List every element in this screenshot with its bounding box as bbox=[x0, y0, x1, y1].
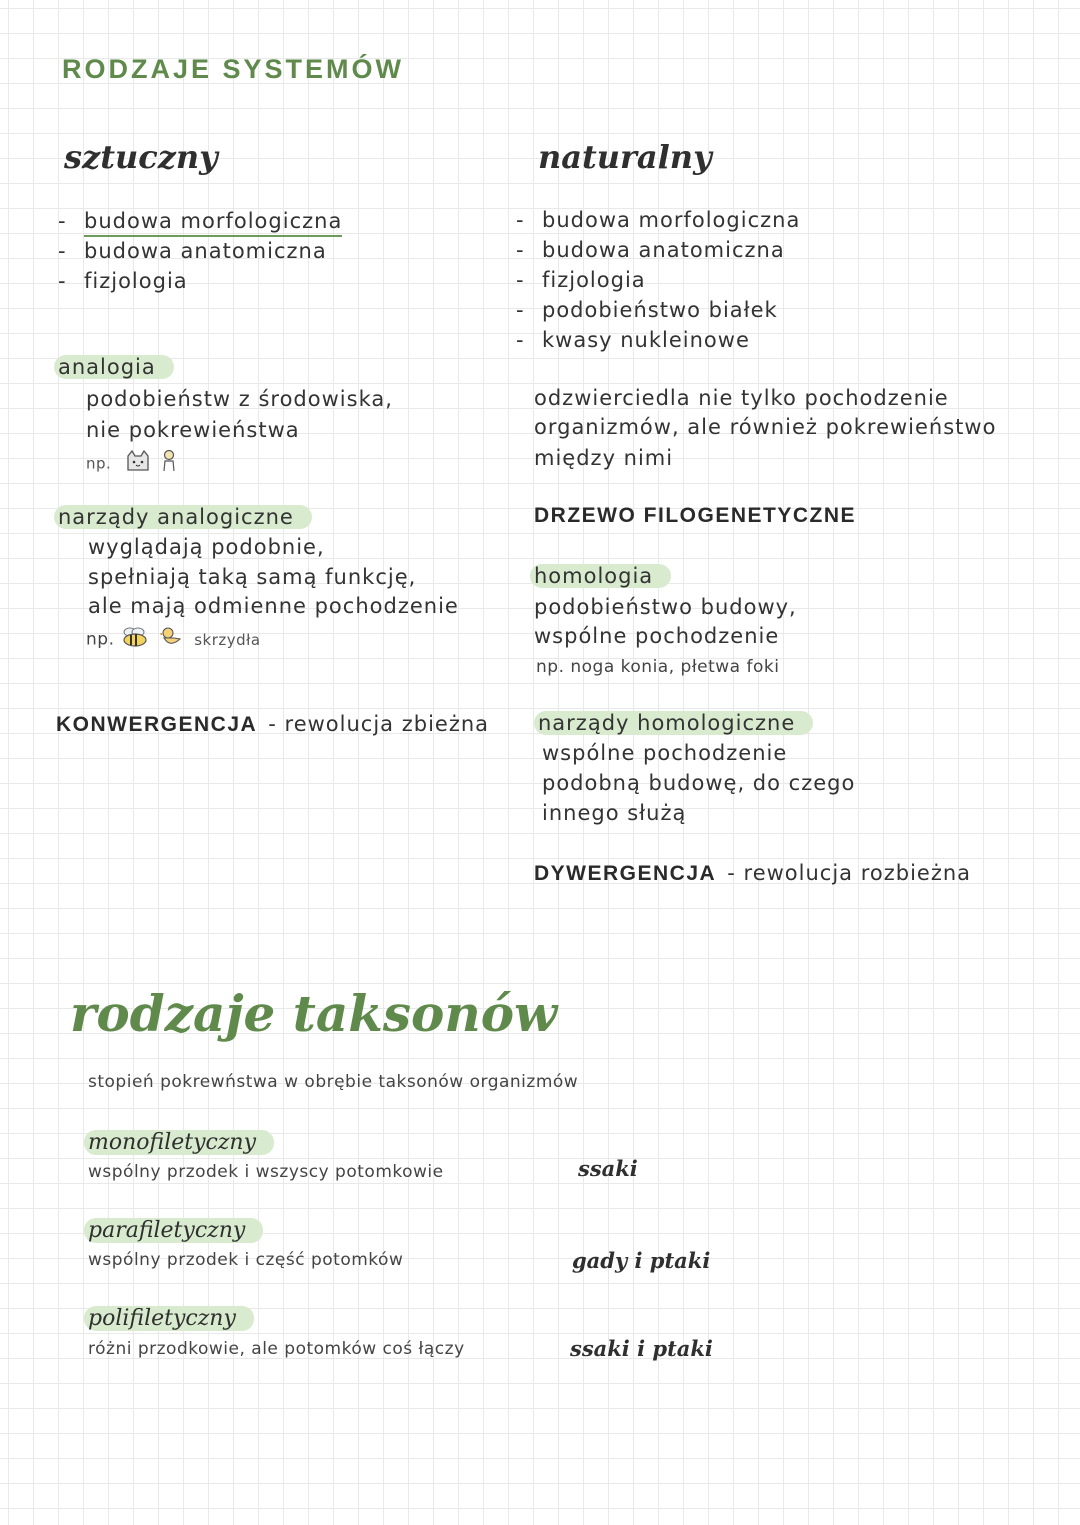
list-item: - kwasy nukleinowe bbox=[516, 328, 750, 352]
polifiletyczny-example: ssaki i ptaki bbox=[570, 1336, 713, 1361]
narzady-homologiczne-line-3: innego służą bbox=[542, 801, 687, 825]
narzady-homologiczne-line-2: podobną budowę, do czego bbox=[542, 771, 856, 795]
analogia-line-1: podobieństw z środowiska, bbox=[86, 387, 393, 411]
narzady-analogiczne-line-1: wyglądają podobnie, bbox=[88, 535, 325, 559]
homologia-line-2: wspólne pochodzenie bbox=[534, 624, 780, 648]
left-heading: sztuczny bbox=[64, 138, 218, 176]
bird-icon bbox=[160, 626, 184, 653]
bee-icon bbox=[120, 627, 150, 652]
drzewo-filogenetyczne: DRZEWO FILOGENETYCZNE bbox=[534, 504, 856, 527]
analogia-line-2: nie pokrewieństwa bbox=[86, 418, 300, 442]
narzady-analogiczne-example: np. skrzydła bbox=[86, 626, 261, 653]
konwergencja: KONWERGENCJA - rewolucja zbieżna bbox=[56, 712, 490, 736]
cat-icon bbox=[125, 450, 151, 477]
homologia-example: np. noga konia, płetwa foki bbox=[536, 657, 780, 677]
right-criteria-list bbox=[516, 205, 800, 355]
homologia-line-1: podobieństwo budowy, bbox=[534, 595, 797, 619]
narzady-analogiczne-line-3: ale mają odmienne pochodzenie bbox=[88, 594, 459, 618]
analogia-term: analogia bbox=[54, 355, 174, 379]
narzady-analogiczne-term: narządy analogiczne bbox=[54, 505, 312, 529]
naturalny-description-line-3: między nimi bbox=[534, 446, 674, 470]
parafiletyczny-term: parafiletyczny bbox=[84, 1218, 263, 1243]
naturalny-description-line-1: odzwierciedla nie tylko pochodzenie bbox=[534, 386, 949, 410]
list-item: - budowa anatomiczna bbox=[58, 239, 327, 263]
monofiletyczny-desc: wspólny przodek i wszyscy potomkowie bbox=[88, 1162, 444, 1182]
analogia-example: np. bbox=[86, 449, 177, 478]
taksony-title: rodzaje taksonów bbox=[70, 984, 558, 1043]
homologia-term: homologia bbox=[530, 564, 671, 588]
polifiletyczny-term: polifiletyczny bbox=[84, 1306, 254, 1331]
monofiletyczny-term: monofiletyczny bbox=[84, 1130, 274, 1155]
list-item: - fizjologia bbox=[58, 269, 188, 293]
narzady-homologiczne-line-1: wspólne pochodzenie bbox=[542, 741, 788, 765]
list-item: - budowa morfologiczna bbox=[516, 208, 801, 232]
page-title: RODZAJE SYSTEMÓW bbox=[62, 54, 405, 84]
right-heading: naturalny bbox=[538, 138, 712, 176]
parafiletyczny-example: gady i ptaki bbox=[572, 1248, 711, 1273]
dywergencja: DYWERGENCJA - rewolucja rozbieżna bbox=[534, 861, 972, 885]
parafiletyczny-desc: wspólny przodek i część potomków bbox=[88, 1250, 404, 1270]
list-item: - budowa anatomiczna bbox=[516, 238, 785, 262]
narzady-analogiczne-line-2: spełniają taką samą funkcję, bbox=[88, 565, 417, 589]
person-icon bbox=[161, 449, 177, 478]
taksony-subtitle: stopień pokrewństwa w obrębie taksonów organizmów bbox=[88, 1072, 579, 1092]
list-item: - podobieństwo białek bbox=[516, 298, 778, 322]
narzady-homologiczne-term: narządy homologiczne bbox=[534, 711, 813, 735]
list-item: - fizjologia bbox=[516, 268, 646, 292]
polifiletyczny-desc: różni przodkowie, ale potomków coś łączy bbox=[88, 1339, 465, 1359]
list-item: - budowa morfologiczna bbox=[58, 206, 342, 236]
left-criteria-list bbox=[58, 206, 342, 296]
monofiletyczny-example: ssaki bbox=[578, 1156, 638, 1181]
naturalny-description-line-2: organizmów, ale również pokrewieństwo bbox=[534, 415, 997, 439]
